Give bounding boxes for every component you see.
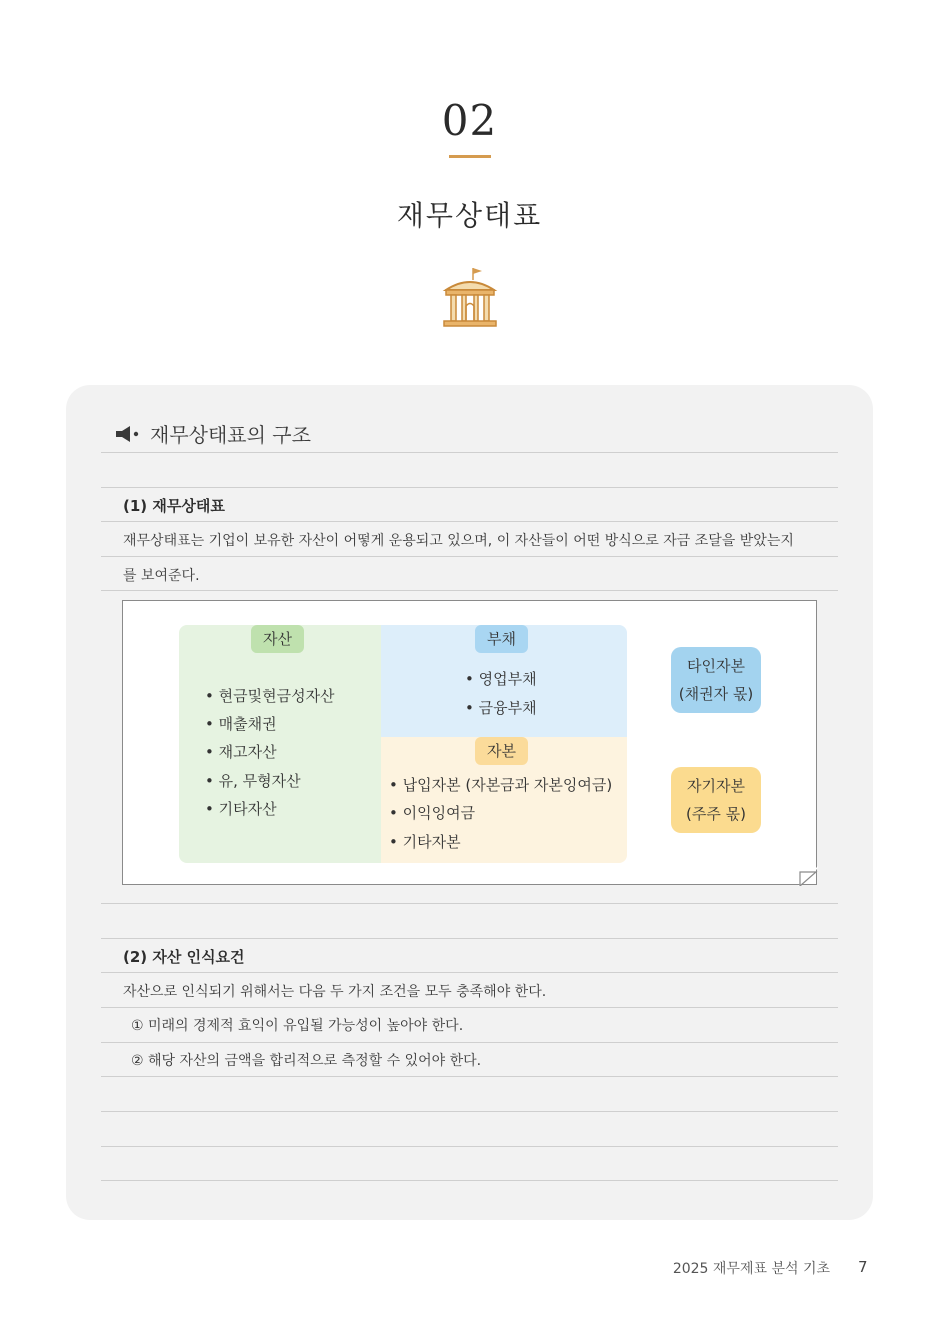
ruled-line (101, 1180, 838, 1181)
ruled-line (101, 521, 838, 522)
ruled-line (101, 1007, 838, 1008)
megaphone-icon (114, 424, 142, 444)
ruled-line (101, 1111, 838, 1112)
footer-book-title: 2025 재무제표 분석 기초 (672, 1261, 830, 1277)
part2-heading: (2) 자산 인식요건 (123, 948, 245, 966)
section-title: 재무상태표의 구조 (150, 423, 311, 447)
requirement-item: ① 미래의 경제적 효익이 유입될 가능성이 높아야 한다. (131, 1018, 464, 1034)
asset-item: • 현금및현금성자산 (205, 685, 335, 706)
part1-text-line1: 재무상태표는 기업이 보유한 자산이 어떻게 운용되고 있으며, 이 자산들이 어떤 방식으로 자금 조달을 받았는지 (123, 533, 794, 549)
part1-heading: (1) 재무상태표 (123, 497, 225, 515)
ruled-line (101, 487, 838, 488)
part1-text-line2: 를 보여준다. (123, 568, 200, 584)
part2-intro: 자산으로 인식되기 위해서는 다음 두 가지 조건을 모두 충족해야 한다. (123, 984, 547, 1000)
equity-label: 자본 (475, 737, 528, 765)
chapter-title: 재무상태표 (396, 199, 543, 232)
ruled-line (101, 1076, 838, 1077)
ruled-line (101, 972, 838, 973)
other-capital-title: 타인자본 (687, 657, 745, 675)
equity-item: • 기타자본 (389, 831, 461, 852)
own-capital-box (671, 767, 761, 833)
ruled-line (101, 938, 838, 939)
liability-item: • 영업부채 (465, 668, 537, 689)
other-capital-note: (채권자 몫) (678, 685, 754, 703)
asset-item: • 기타자산 (205, 798, 277, 819)
equity-item: • 납입자본 (자본금과 자본잉여금) (389, 774, 612, 795)
ruled-line (101, 556, 838, 557)
ruled-line (101, 1042, 838, 1043)
asset-label: 자산 (251, 625, 304, 653)
chapter-number: 02 (441, 96, 498, 145)
asset-item: • 매출채권 (205, 713, 277, 734)
ruled-line (101, 452, 838, 453)
ruled-line (101, 590, 838, 591)
liability-label: 부채 (475, 625, 528, 653)
temple-icon (440, 266, 500, 330)
section-heading (114, 419, 311, 448)
equity-item: • 이익잉여금 (389, 802, 475, 823)
asset-item: • 유, 무형자산 (205, 770, 301, 791)
ruled-line (101, 1146, 838, 1147)
ruled-line (101, 903, 838, 904)
chapter-divider (449, 155, 491, 158)
balance-sheet-diagram (122, 600, 817, 885)
page-number: 7 (858, 1258, 868, 1276)
liability-item: • 금융부채 (465, 697, 537, 718)
own-capital-title: 자기자본 (687, 777, 745, 795)
requirement-item: ② 해당 자산의 금액을 합리적으로 측정할 수 있어야 한다. (131, 1053, 482, 1069)
asset-item: • 재고자산 (205, 741, 277, 762)
own-capital-note: (주주 몫) (686, 805, 746, 823)
other-capital-box (671, 647, 761, 713)
page-curl-icon (798, 866, 818, 886)
